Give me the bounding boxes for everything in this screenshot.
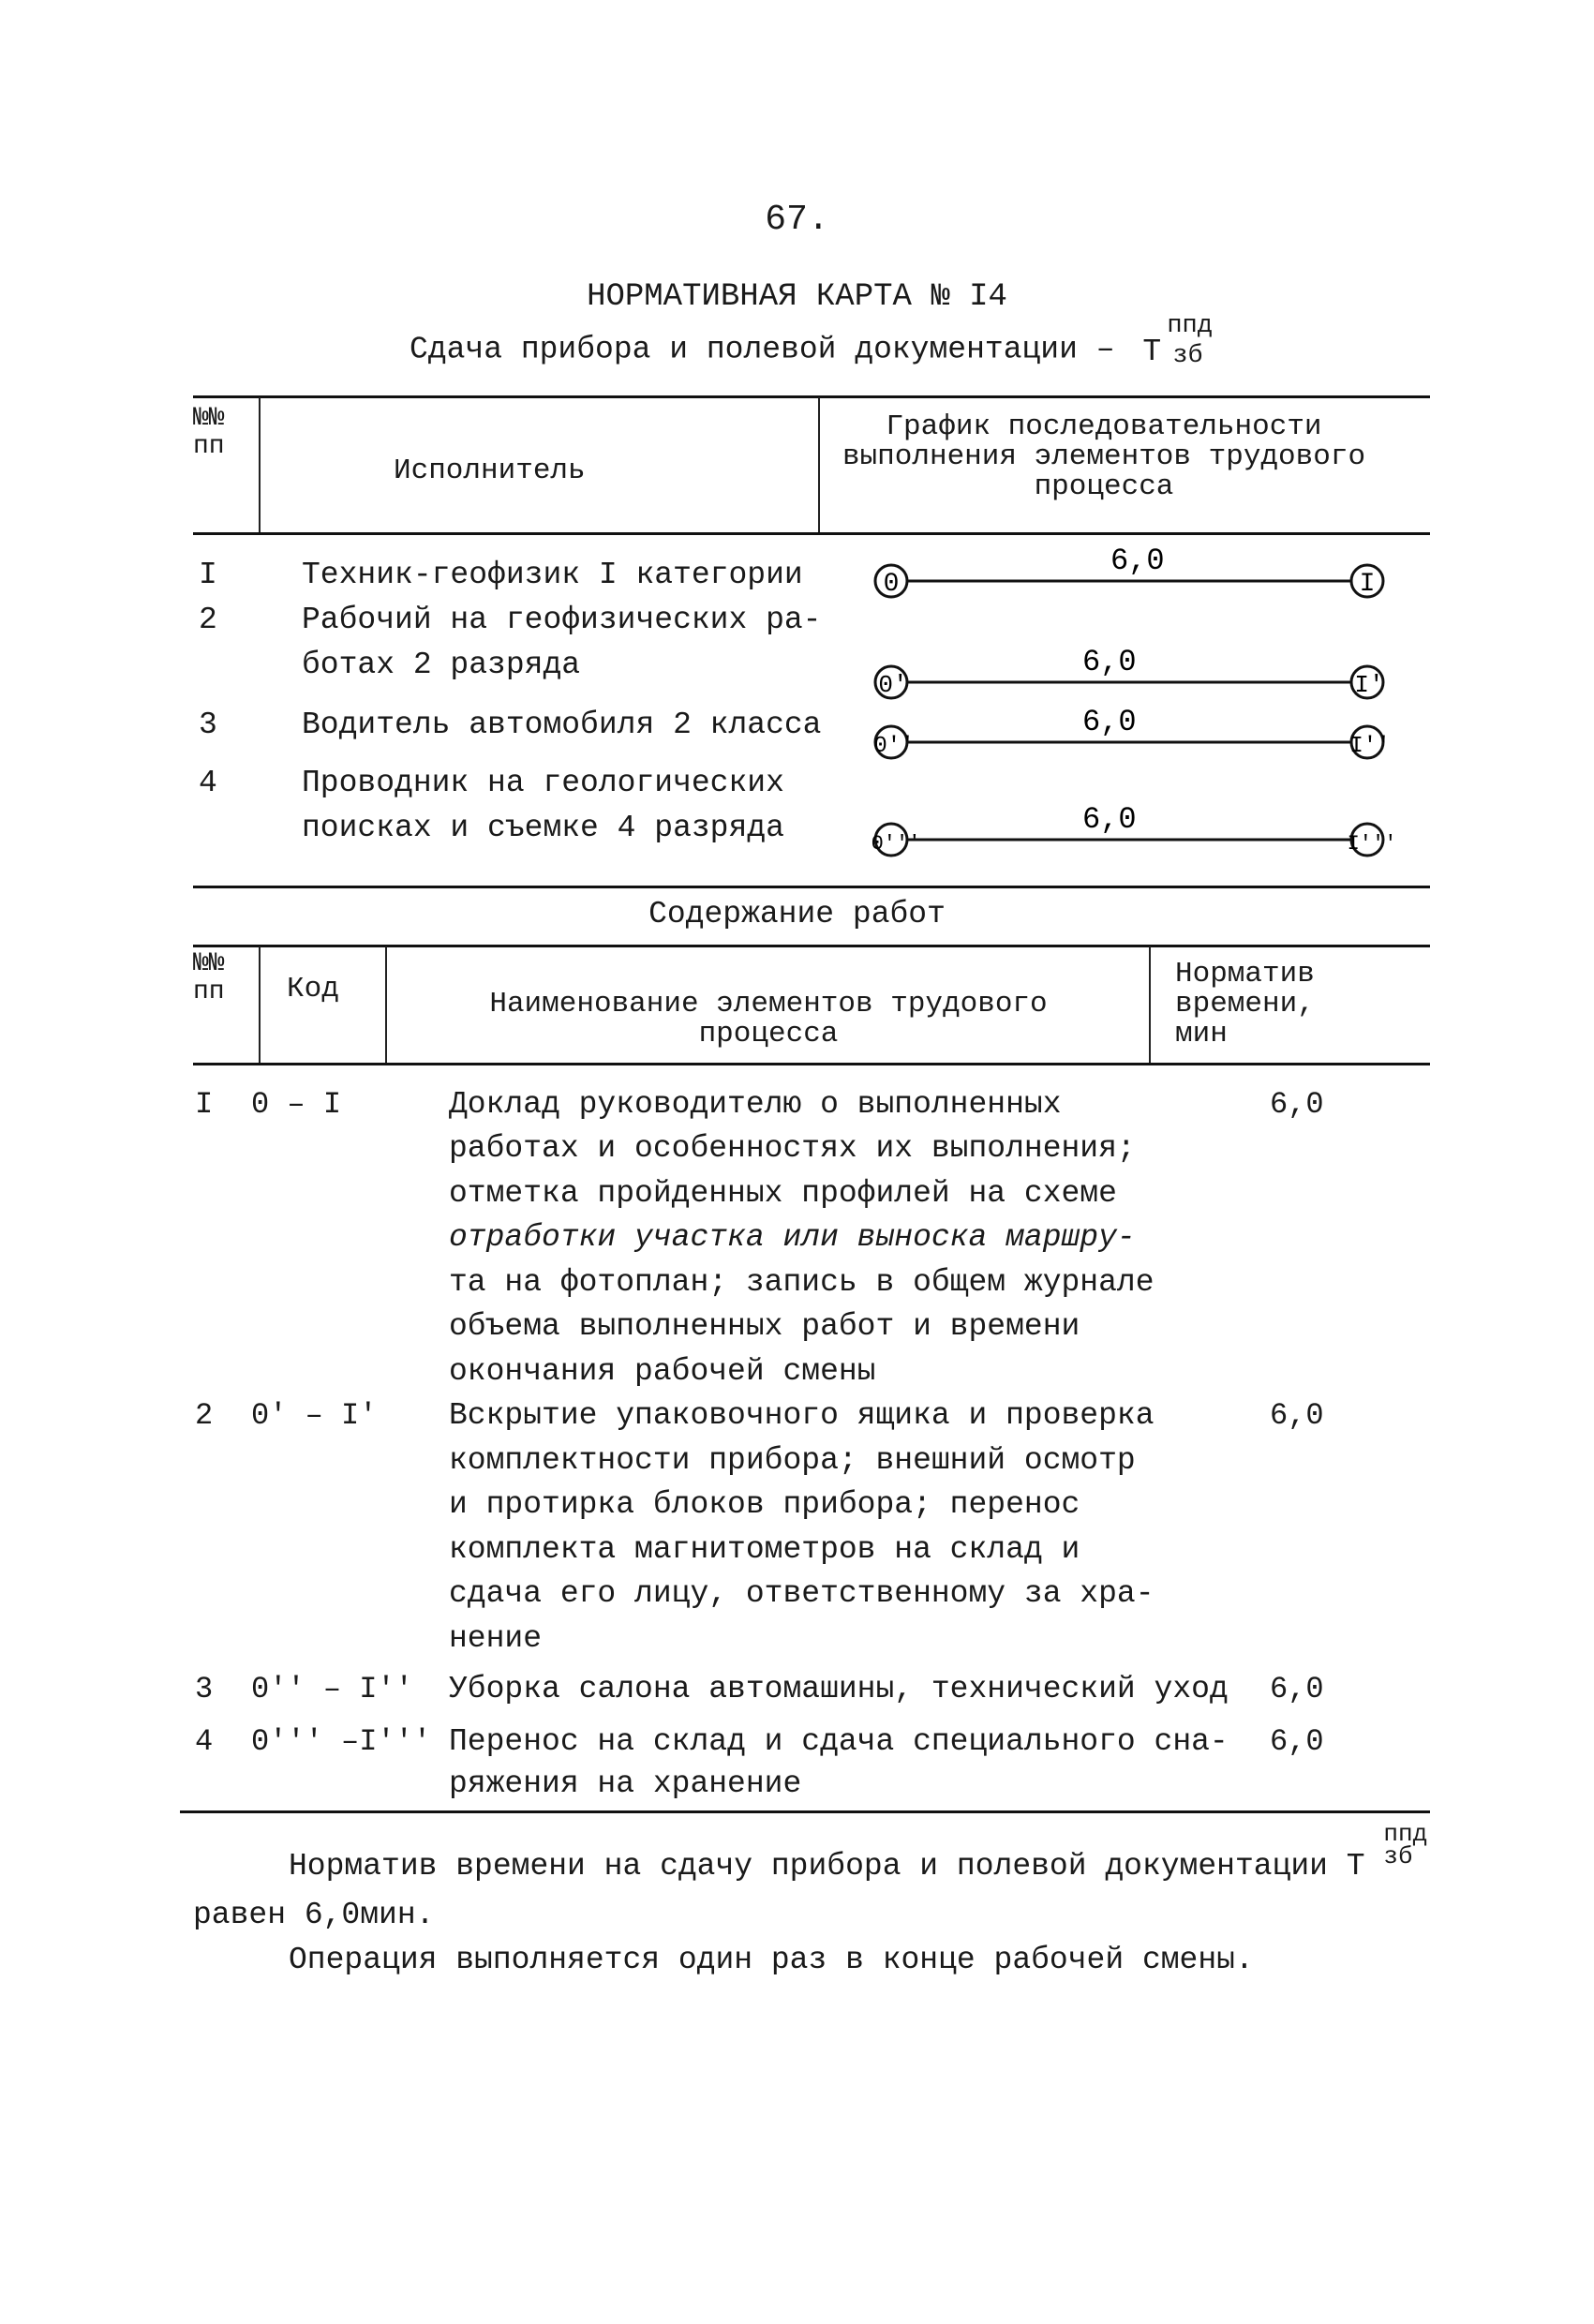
- table2-row2-line3: и протирка блоков прибора; перенос: [449, 1487, 1080, 1522]
- page-number: 67.: [765, 200, 829, 240]
- graph-row2-value: 6,0: [1082, 645, 1137, 679]
- table2-row1-norm: 6,0: [1270, 1087, 1324, 1122]
- table2-row3-code: 0'' – I'': [251, 1672, 413, 1706]
- table2-col-divider-1: [259, 946, 261, 1063]
- table1-row2-executor-line1: Рабочий на геофизических ра-: [302, 603, 822, 637]
- graph-row2-svg: [871, 645, 1396, 710]
- graph-row1-value: 6,0: [1110, 544, 1165, 578]
- table1-row2-num: 2: [199, 603, 217, 637]
- table1-row4-num: 4: [199, 766, 217, 800]
- table2-col-divider-3: [1149, 946, 1151, 1063]
- table2-row4-norm: 6,0: [1270, 1724, 1324, 1759]
- time-symbol-sub: зб: [1172, 342, 1203, 370]
- section-title: Содержание работ: [648, 897, 946, 931]
- table2-row4-num: 4: [195, 1724, 214, 1759]
- graph-row3-start-label: 0'': [873, 734, 915, 759]
- table2-row1-line4: отработки участка или выноска маршру-: [449, 1220, 1136, 1255]
- time-symbol: [1142, 312, 1213, 378]
- time-symbol-letter: Т: [1142, 335, 1162, 369]
- table2-row2-line4: комплекта магнитометров на склад и: [449, 1532, 1080, 1567]
- table2-header-name: Наименование элементов трудового процесса: [489, 988, 1048, 1050]
- graph-row4-start-label: 0''': [871, 832, 921, 856]
- table2-row1-line2: работах и особенностях их выполнения;: [449, 1131, 1136, 1166]
- table1-col-divider-2: [818, 397, 820, 532]
- table1-col-divider-1: [259, 397, 261, 532]
- subtitle-text: Сдача прибора и полевой документации –: [410, 332, 1115, 367]
- table2-row2-code: 0' – I': [251, 1398, 378, 1433]
- graph-row4: [871, 802, 1396, 872]
- table2-header-code: Код: [287, 973, 339, 1006]
- footer-time-sub: зб: [1383, 1842, 1413, 1870]
- table1-row1-num: I: [199, 558, 217, 592]
- table2-row1-line7: окончания рабочей смены: [449, 1354, 876, 1389]
- table2-col-divider-2: [385, 946, 387, 1063]
- table1-header-graph: График последовательности выполнения элементов трудового процесса: [842, 410, 1366, 503]
- graph-row3-value: 6,0: [1082, 705, 1137, 739]
- table2-row2-line2: комплектности прибора; внешний осмотр: [449, 1443, 1136, 1478]
- footer-note-line1: [289, 1820, 1441, 1884]
- table2-row4-code: 0''' –I''': [251, 1724, 432, 1759]
- section-rule: [193, 886, 1430, 888]
- table2-top-rule: [193, 945, 1430, 947]
- table2-header-rule: [193, 1063, 1430, 1065]
- table2-row2-norm: 6,0: [1270, 1398, 1324, 1433]
- graph-row2-end-label: I': [1354, 671, 1384, 699]
- graph-row1-svg: [871, 544, 1396, 609]
- table2-row4-line1: Перенос на склад и сдача специального сна-: [449, 1724, 1229, 1759]
- table1-row3-num: 3: [199, 708, 217, 742]
- table2-row3-norm: 6,0: [1270, 1672, 1324, 1706]
- graph-row4-value: 6,0: [1082, 802, 1137, 837]
- footer-note-line3: Операция выполняется один раз в конце рабочей смены.: [289, 1943, 1254, 1977]
- table1-row3-executor: Водитель автомобиля 2 класса: [302, 708, 822, 742]
- table2-header-norm: Норматив времени, мин: [1175, 958, 1315, 1050]
- footer-time-symbol: [1383, 1820, 1441, 1874]
- table2-row1-line5: та на фотоплан; запись в общем журнале: [449, 1265, 1155, 1300]
- table2-row2-line5: сдача его лицу, ответственному за хра-: [449, 1576, 1155, 1611]
- table2-row2-line1: Вскрытие упаковочного ящика и проверка: [449, 1398, 1155, 1433]
- table1-header-num: №№ пп: [193, 404, 225, 461]
- table2-row1-num: I: [195, 1087, 214, 1122]
- graph-row3-end-label: I'': [1349, 734, 1391, 759]
- graph-row3-svg: [871, 705, 1396, 770]
- table1-row2-executor-line2: ботах 2 разряда: [302, 648, 581, 682]
- table1-header-executor: Исполнитель: [394, 454, 586, 487]
- table2-row3-num: 3: [195, 1672, 214, 1706]
- document-subtitle: [410, 312, 1213, 378]
- graph-row2-start-label: 0': [878, 671, 908, 699]
- footer-note-text: Норматив времени на сдачу прибора и полевой документации Т: [289, 1849, 1365, 1884]
- table2-row2-num: 2: [195, 1398, 214, 1433]
- footer-note-line2: равен 6,0мин.: [193, 1898, 435, 1932]
- graph-row4-end-label: I''': [1347, 832, 1397, 856]
- table1-row1-executor: Техник-геофизик I категории: [302, 558, 803, 592]
- document-title: НОРМАТИВНАЯ КАРТА № I4: [587, 279, 1007, 315]
- table2-row1-line6: объема выполненных работ и времени: [449, 1309, 1080, 1344]
- graph-row1-start-label: 0: [883, 570, 900, 599]
- graph-row4-svg: [871, 802, 1396, 868]
- time-symbol-sup: ппд: [1167, 312, 1213, 340]
- table1-row4-executor-line1: Проводник на геологических: [302, 766, 784, 800]
- table1-header-rule: [193, 532, 1430, 535]
- table2-row1-line1: Доклад руководителю о выполненных: [449, 1087, 1062, 1122]
- table1-row4-executor-line2: поисках и съемке 4 разряда: [302, 811, 784, 845]
- table2-bottom-rule: [180, 1810, 1430, 1813]
- graph-row1: [871, 544, 1396, 614]
- table2-row1-line3: отметка пройденных профилей на схеме: [449, 1176, 1117, 1211]
- footer-time-sup: ппд: [1383, 1820, 1428, 1848]
- graph-row1-end-label: I: [1359, 570, 1376, 599]
- table2-row4-line2: ряжения на хранение: [449, 1766, 802, 1801]
- graph-row3: [871, 705, 1396, 775]
- table2-header-num: №№ пп: [193, 949, 225, 1006]
- table2-row1-code: 0 – I: [251, 1087, 342, 1122]
- table1-top-rule: [193, 395, 1430, 398]
- table2-row3-line1: Уборка салона автомашины, технический уход: [449, 1672, 1229, 1706]
- table2-row2-line6: нение: [449, 1621, 543, 1656]
